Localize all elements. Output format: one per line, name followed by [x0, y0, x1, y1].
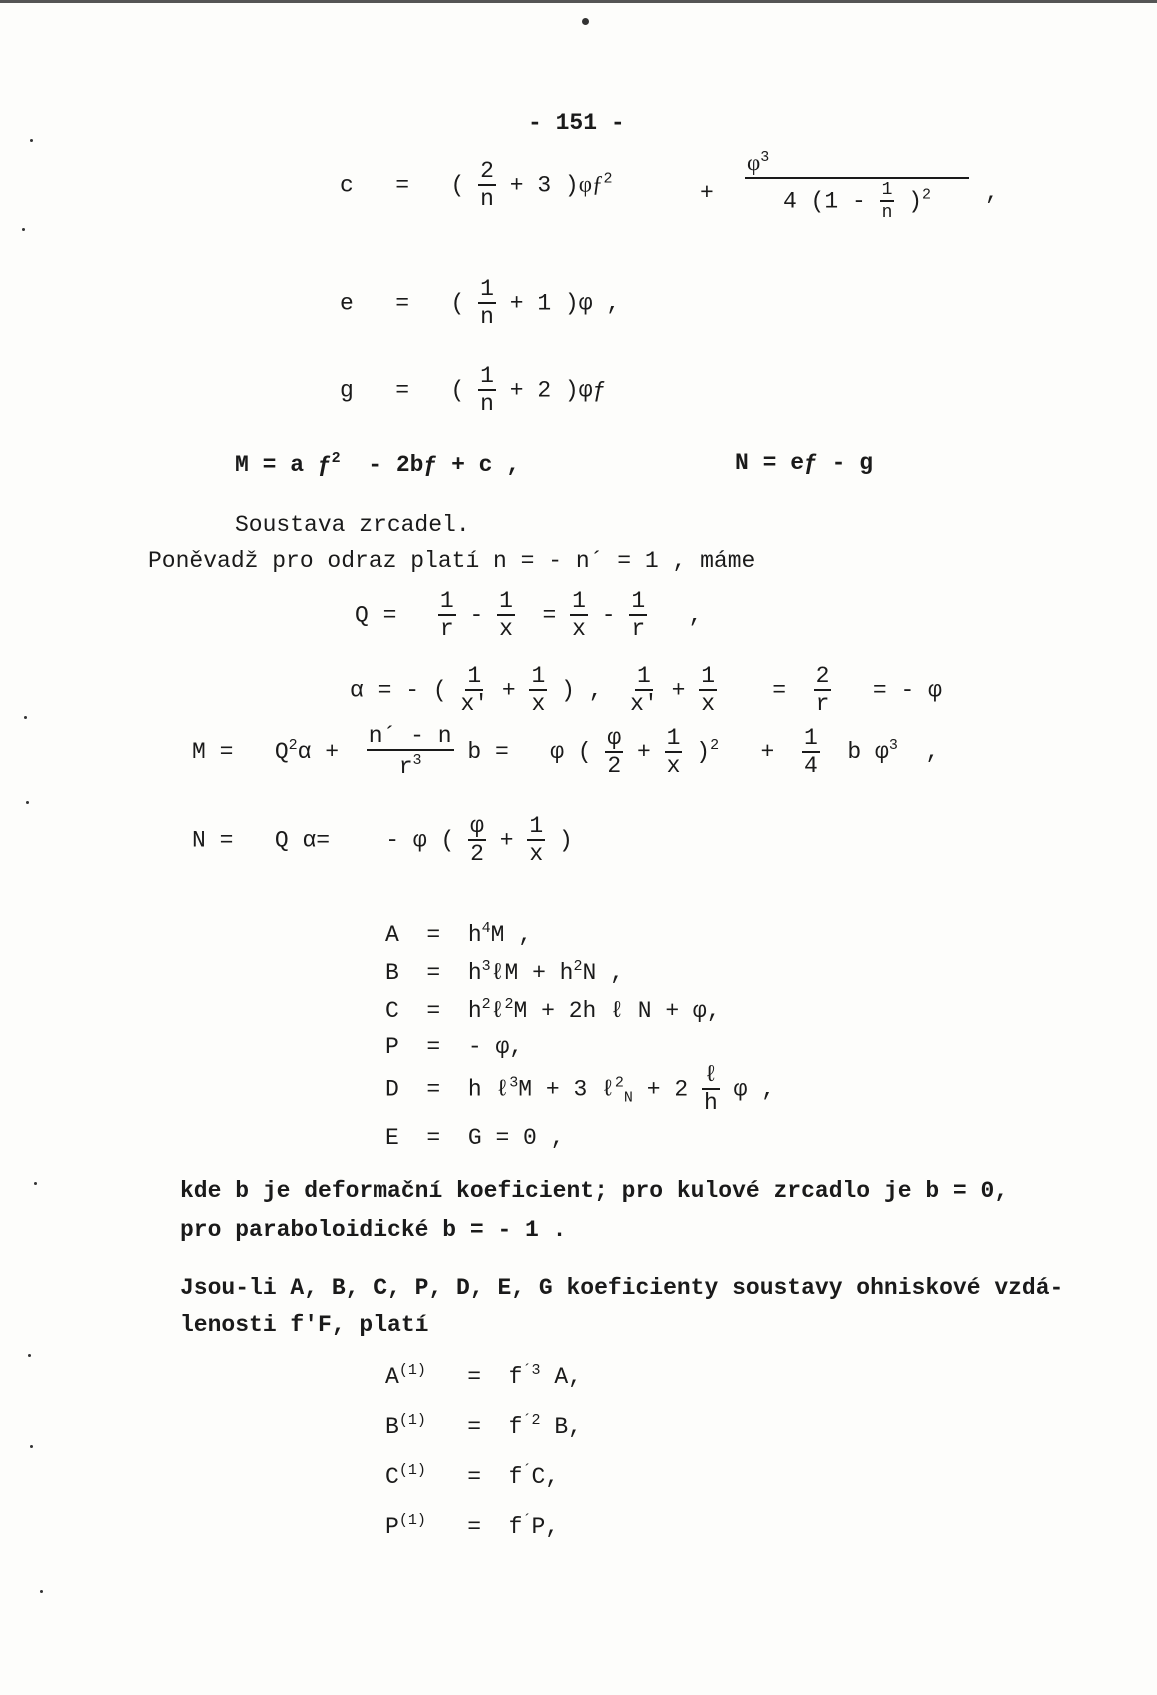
- eq-term: M ,: [490, 922, 533, 948]
- fraction: [630, 665, 658, 716]
- top-edge-line: [0, 0, 1157, 3]
- eq-term: φ (: [550, 739, 592, 766]
- scan-speck: [24, 716, 27, 719]
- fraction: [478, 160, 496, 211]
- denominator: x: [666, 752, 681, 779]
- equation-N-mirror: [192, 815, 573, 866]
- paragraph-line: lenosti f'F, platí: [180, 1312, 429, 1338]
- eq-lhs: B: [385, 1414, 399, 1440]
- eq-term: M = a ƒ: [235, 452, 332, 478]
- equation-c-big-fraction: [745, 150, 969, 222]
- numerator: 1: [499, 588, 513, 614]
- eq-term: A,: [554, 1364, 582, 1390]
- equation-M: [235, 450, 520, 478]
- exponent: 3: [888, 737, 898, 755]
- eq-sign: =: [467, 1514, 482, 1540]
- eq-lhs: D: [385, 1076, 399, 1103]
- phi-symbol: φ: [578, 171, 593, 197]
- exponent: ´3: [522, 1362, 541, 1379]
- equation-c: [340, 160, 613, 211]
- page-number: - 151 -: [528, 110, 625, 136]
- eq-sign: =: [395, 172, 410, 199]
- numerator: 2: [480, 158, 494, 184]
- equation-c-comma: ,: [985, 180, 999, 206]
- den-text: r: [398, 754, 413, 780]
- eq-term: ℓM + h: [490, 960, 574, 986]
- eq-lhs: E: [385, 1125, 399, 1151]
- exponent: 2: [603, 170, 613, 188]
- eq-sign: +: [637, 739, 651, 766]
- fraction: [367, 725, 454, 779]
- fraction: [468, 815, 486, 866]
- scan-speck: [22, 228, 25, 231]
- numerator: 1: [631, 588, 646, 614]
- denominator: r: [631, 616, 646, 642]
- eq-term: h ℓ: [467, 1076, 510, 1103]
- denominator: r: [439, 616, 454, 642]
- eq-sign: -: [601, 602, 616, 629]
- eq-term: - φ (: [385, 827, 455, 854]
- eq-term: M + 3 ℓ: [518, 1076, 615, 1103]
- numerator: 1: [803, 724, 818, 751]
- numerator: 1: [572, 588, 586, 614]
- equation-g: [340, 365, 606, 416]
- eq-term: + 2: [646, 1076, 689, 1103]
- exponent: ´2: [522, 1412, 541, 1429]
- numerator: 1: [881, 180, 893, 200]
- eq-sign: =: [772, 677, 787, 704]
- superscript: (1): [398, 1412, 426, 1429]
- eq-lhs: C: [385, 998, 399, 1024]
- eq-sign: ,: [688, 602, 703, 629]
- eq-term: f: [508, 1364, 523, 1390]
- numerator: φ: [607, 724, 622, 751]
- equation-Q: [355, 590, 702, 641]
- eq-term: C,: [531, 1464, 560, 1490]
- eq-term: Q: [274, 739, 289, 766]
- eq-term: N ,: [582, 960, 624, 986]
- eq-lhs: A: [385, 1364, 399, 1390]
- equation-c-plus: +: [700, 180, 714, 206]
- scan-speck: [28, 1354, 31, 1357]
- exponent: 2: [922, 186, 932, 204]
- eq-lhs: c: [340, 172, 354, 199]
- section-heading: Soustava zrcadel.: [235, 512, 470, 538]
- eq-term: φ ,: [733, 1076, 776, 1103]
- scan-speck: [582, 18, 589, 25]
- equation-alpha: [350, 665, 942, 716]
- fraction: [529, 665, 547, 716]
- eq-sign: =: [467, 1464, 482, 1490]
- eq-term: - φ,: [467, 1034, 524, 1060]
- eq-term: h: [467, 998, 482, 1024]
- scaled-coefficient-B: [385, 1412, 582, 1440]
- exponent: 3: [412, 752, 422, 769]
- fraction: [745, 150, 969, 222]
- denominator: [399, 751, 422, 779]
- eq-sign: =: [542, 602, 557, 629]
- fraction: [814, 665, 832, 716]
- denominator: x: [701, 691, 715, 717]
- numerator: 1: [467, 663, 482, 689]
- numerator: 1: [531, 663, 546, 689]
- exponent: 2: [481, 996, 491, 1013]
- eq-term: M + 2h ℓ N + φ,: [513, 998, 721, 1024]
- eq-term: = - φ: [872, 677, 942, 704]
- numerator: [745, 150, 969, 179]
- scaled-coefficient-C: [385, 1462, 559, 1490]
- eq-lhs: B: [385, 960, 399, 986]
- superscript: (1): [398, 1362, 426, 1379]
- eq-lhs: g: [340, 377, 354, 404]
- denominator: x': [460, 691, 489, 717]
- eq-sign: =: [467, 1414, 482, 1440]
- rho-symbol: ƒ: [592, 171, 604, 197]
- denominator: 4: [803, 752, 818, 779]
- fraction: [478, 365, 496, 416]
- numerator: 1: [701, 663, 715, 689]
- exponent: ´: [522, 1462, 532, 1479]
- eq-sign: +: [671, 677, 686, 704]
- numerator: 1: [480, 276, 494, 302]
- scan-speck: [34, 1182, 37, 1185]
- eq-term: ℓ: [490, 998, 505, 1024]
- eq-lhs: Q =: [355, 602, 397, 629]
- numerator: 1: [666, 724, 681, 751]
- eq-paren: (: [450, 172, 465, 199]
- eq-sign: ) ,: [561, 677, 603, 704]
- eq-term: B,: [554, 1414, 582, 1440]
- exponent: 3: [760, 149, 770, 166]
- eq-lhs: α = - (: [350, 677, 447, 704]
- numerator: φ: [470, 813, 484, 839]
- eq-term: f: [508, 1464, 523, 1490]
- denominator: n: [480, 304, 494, 330]
- eq-term: G = 0 ,: [467, 1125, 565, 1151]
- numerator: n´ - n: [368, 723, 452, 749]
- exponent: 3: [481, 958, 491, 975]
- exponent: ´: [522, 1512, 532, 1529]
- exponent: 4: [481, 920, 491, 937]
- numerator: 1: [480, 363, 494, 389]
- eq-sign: +: [499, 827, 514, 854]
- coefficient-D: [385, 1064, 775, 1115]
- eq-sign: -: [469, 602, 484, 629]
- text-line: Poněvadž pro odraz platí n = - n´ = 1 , máme: [148, 548, 756, 574]
- scan-speck: [26, 801, 29, 804]
- eq-term: α +: [297, 739, 340, 766]
- eq-sign: ): [558, 827, 573, 854]
- denominator: n: [480, 186, 494, 212]
- eq-term: P,: [531, 1514, 560, 1540]
- eq-lhs: e: [340, 290, 354, 317]
- exponent: 2: [504, 996, 514, 1013]
- superscript: (1): [398, 1462, 426, 1479]
- exponent: 2: [331, 450, 341, 467]
- eq-term: h: [467, 960, 482, 986]
- fraction: [438, 590, 456, 641]
- eq-sign: =: [426, 1125, 441, 1151]
- eq-term: - 2bƒ + c ,: [368, 452, 521, 478]
- numerator: 1: [637, 663, 651, 689]
- scan-speck: [30, 139, 33, 142]
- den-text: ): [908, 188, 923, 215]
- eq-lhs: A: [385, 922, 399, 948]
- eq-term: f: [508, 1514, 523, 1540]
- eq-lhs: P: [385, 1514, 399, 1540]
- fraction: [629, 590, 647, 641]
- paragraph-line: pro paraboloidické b = - 1 .: [180, 1217, 567, 1243]
- denominator: [783, 179, 931, 222]
- scaled-coefficient-P: [385, 1512, 559, 1540]
- eq-paren: (: [450, 290, 465, 317]
- fraction: [605, 724, 623, 779]
- eq-sign: =: [426, 1076, 441, 1103]
- coefficient-B: [385, 958, 624, 986]
- numerator: 2: [815, 663, 830, 689]
- eq-lhs: N =: [192, 827, 234, 854]
- exponent: 2: [614, 1074, 624, 1092]
- den-text: 4 (1 -: [782, 188, 866, 215]
- eq-term: Q α=: [274, 827, 331, 854]
- denominator: x: [529, 841, 544, 867]
- denominator: 2: [607, 752, 622, 779]
- eq-sign: =: [395, 290, 410, 317]
- fraction: [665, 724, 683, 779]
- eq-sign: =: [426, 998, 441, 1024]
- fraction: [702, 1064, 720, 1115]
- numerator: 1: [439, 588, 454, 614]
- scan-speck: [40, 1590, 43, 1593]
- denominator: 2: [470, 841, 484, 867]
- eq-paren: (: [450, 377, 465, 404]
- subscript: N: [623, 1089, 633, 1107]
- eq-sign: +: [760, 739, 775, 766]
- eq-sign: =: [426, 960, 441, 986]
- superscript: (1): [398, 1512, 426, 1529]
- coefficient-E: [385, 1125, 564, 1151]
- fraction: [478, 278, 496, 329]
- exponent: 3: [509, 1074, 519, 1092]
- fraction: [699, 665, 717, 716]
- fraction: [802, 724, 820, 779]
- eq-sign: ): [696, 739, 711, 766]
- denominator: x: [531, 691, 546, 717]
- denominator: x: [499, 616, 513, 642]
- paragraph-line: Jsou-li A, B, C, P, D, E, G koeficienty soustavy ohniskové vzdá-: [180, 1275, 1064, 1301]
- eq-term: + 2 )φƒ: [509, 377, 607, 404]
- fraction: [527, 815, 545, 866]
- eq-lhs: C: [385, 1464, 399, 1490]
- equation-N: N = eƒ - g: [735, 450, 874, 476]
- eq-sign: =: [467, 1364, 482, 1390]
- eq-term: h: [467, 922, 482, 948]
- eq-term: f: [508, 1414, 523, 1440]
- phi-symbol: φ: [747, 150, 761, 175]
- coefficient-A: [385, 920, 532, 948]
- denominator: h: [703, 1090, 718, 1116]
- denominator: x': [630, 691, 658, 717]
- scan-speck: [30, 1445, 33, 1448]
- fraction: [570, 590, 588, 641]
- equation-e: [340, 278, 620, 329]
- eq-sign: =: [395, 377, 410, 404]
- exponent: 2: [288, 737, 298, 755]
- denominator: n: [480, 391, 494, 417]
- eq-term: b =: [467, 739, 509, 766]
- scaled-coefficient-A: [385, 1362, 582, 1390]
- equation-M-mirror: [192, 725, 939, 779]
- eq-sign: +: [501, 677, 516, 704]
- denominator: n: [881, 203, 893, 223]
- coefficient-P: [385, 1034, 523, 1060]
- eq-lhs: M =: [192, 739, 234, 766]
- numerator: 1: [529, 813, 544, 839]
- fraction: [497, 590, 515, 641]
- exponent: 2: [710, 737, 720, 755]
- eq-lhs: P: [385, 1034, 399, 1060]
- eq-term: + 3 ): [509, 172, 579, 199]
- eq-term: b φ: [847, 739, 889, 766]
- eq-sign: ,: [925, 739, 940, 766]
- numerator: ℓ: [703, 1062, 718, 1088]
- denominator: r: [815, 691, 830, 717]
- eq-sign: =: [426, 922, 441, 948]
- coefficient-C: [385, 996, 721, 1024]
- denominator: x: [572, 616, 586, 642]
- eq-sign: =: [426, 1034, 441, 1060]
- exponent: 2: [573, 958, 583, 975]
- eq-term: + 1 )φ ,: [509, 290, 621, 317]
- fraction: [880, 181, 895, 222]
- fraction: [460, 665, 488, 716]
- paragraph-line: kde b je deformační koeficient; pro kulové zrcadlo je b = 0,: [180, 1178, 1009, 1204]
